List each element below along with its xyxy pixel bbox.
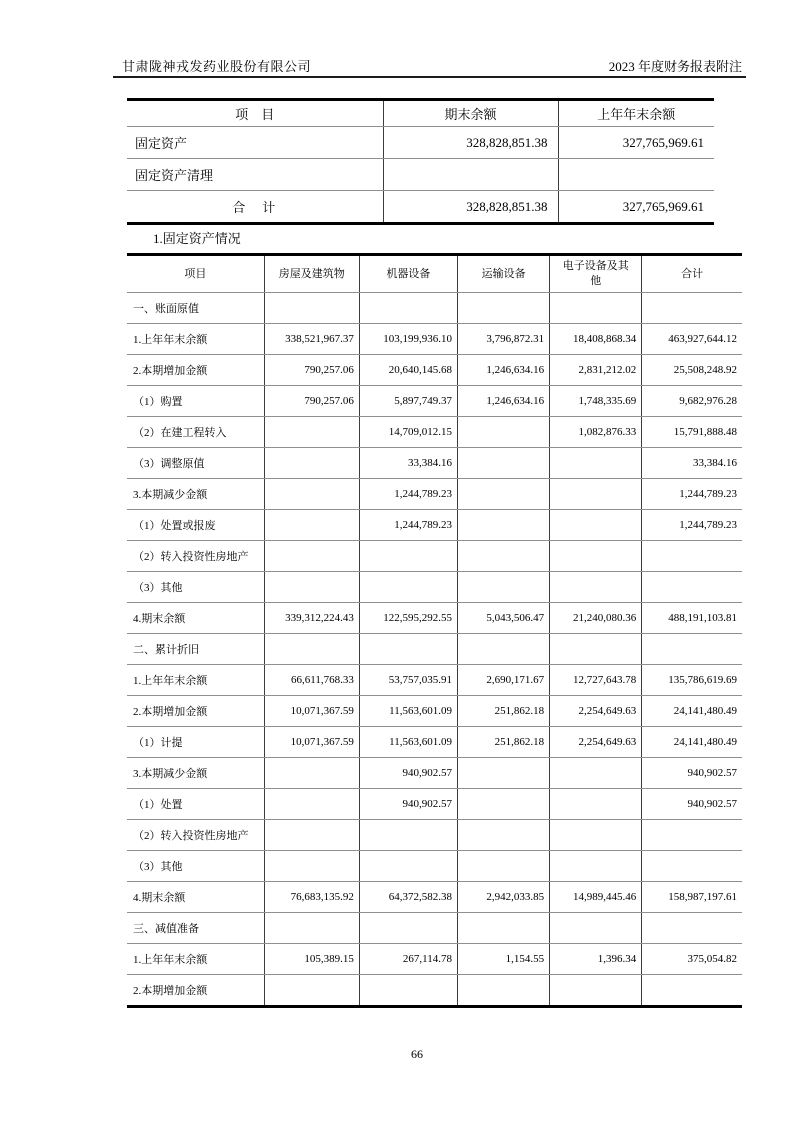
cell-value (458, 789, 550, 820)
cell-value (642, 913, 742, 944)
cell-value: 2,254,649.63 (550, 696, 642, 727)
cell-value (359, 541, 457, 572)
cell-value: 463,927,644.12 (642, 324, 742, 355)
cell-value (383, 159, 558, 191)
cell-value (642, 541, 742, 572)
cell-value: 488,191,103.81 (642, 603, 742, 634)
cell-value (458, 510, 550, 541)
cell-value: 20,640,145.68 (359, 355, 457, 386)
table-row (127, 159, 714, 191)
cell-value (458, 448, 550, 479)
cell-value: 10,071,367.59 (264, 696, 359, 727)
cell-value (642, 572, 742, 603)
cell-value: 790,257.06 (264, 355, 359, 386)
cell-value (550, 820, 642, 851)
table-row (127, 851, 742, 882)
cell-value: 12,727,643.78 (550, 665, 642, 696)
cell-value (550, 913, 642, 944)
detail-col-item: 项目 (127, 255, 264, 293)
row-label: （1）购置 (127, 386, 264, 417)
table-row (127, 944, 742, 975)
row-label: （1）处置或报废 (127, 510, 264, 541)
detail-header-row (127, 255, 742, 293)
cell-value: 135,786,619.69 (642, 665, 742, 696)
fixed-assets-detail-table (127, 253, 742, 1008)
table-row (127, 882, 742, 913)
cell-value (458, 975, 550, 1007)
cell-value (359, 913, 457, 944)
cell-value: 105,389.15 (264, 944, 359, 975)
cell-value: 33,384.16 (642, 448, 742, 479)
cell-value: 11,563,601.09 (359, 696, 457, 727)
cell-value: 375,054.82 (642, 944, 742, 975)
section-title: 1.固定资产情况 (153, 231, 241, 246)
cell-value: 940,902.57 (359, 789, 457, 820)
row-label: 1.上年年末余额 (127, 665, 264, 696)
cell-value (458, 541, 550, 572)
detail-col-total: 合计 (642, 255, 742, 293)
row-label: 4.期末余额 (127, 882, 264, 913)
company-name: 甘肃陇神戎发药业股份有限公司 (122, 59, 312, 74)
cell-value (264, 820, 359, 851)
row-label: 1.上年年末余额 (127, 944, 264, 975)
cell-value: 76,683,135.92 (264, 882, 359, 913)
cell-value: 66,611,768.33 (264, 665, 359, 696)
cell-value (359, 634, 457, 665)
cell-value (550, 541, 642, 572)
cell-value (550, 634, 642, 665)
cell-value: 2,942,033.85 (458, 882, 550, 913)
row-label: （2）转入投资性房地产 (127, 820, 264, 851)
cell-value (550, 572, 642, 603)
table-row (127, 355, 742, 386)
table-row (127, 191, 714, 224)
summary-col-ending-balance: 期末余额 (383, 100, 558, 127)
cell-value: 251,862.18 (458, 696, 550, 727)
table-row (127, 448, 742, 479)
row-label: 二、累计折旧 (127, 634, 264, 665)
row-label: （3）其他 (127, 572, 264, 603)
summary-header-row (127, 100, 714, 127)
cell-value: 327,765,969.61 (558, 191, 714, 224)
cell-value (550, 851, 642, 882)
page-number: 66 (411, 1047, 423, 1061)
cell-value (359, 975, 457, 1007)
cell-value: 53,757,035.91 (359, 665, 457, 696)
cell-value: 18,408,868.34 (550, 324, 642, 355)
cell-value (264, 913, 359, 944)
table-row (127, 603, 742, 634)
cell-value (550, 510, 642, 541)
row-label: 3.本期减少金额 (127, 758, 264, 789)
row-label: 1.上年年末余额 (127, 324, 264, 355)
cell-value: 1,244,789.23 (642, 510, 742, 541)
row-label: （1）处置 (127, 789, 264, 820)
cell-value (359, 293, 457, 324)
cell-value: 339,312,224.43 (264, 603, 359, 634)
row-label: 一、账面原值 (127, 293, 264, 324)
row-label: 2.本期增加金额 (133, 985, 208, 997)
cell-value (458, 634, 550, 665)
row-label: 三、减值准备 (127, 913, 264, 944)
cell-value (264, 541, 359, 572)
cell-value (264, 634, 359, 665)
cell-value (642, 634, 742, 665)
cell-value (550, 758, 642, 789)
summary-table (127, 98, 714, 225)
row-label: （3）其他 (127, 851, 264, 882)
table-row (127, 727, 742, 758)
row-label: 固定资产 (127, 127, 383, 159)
cell-value: 790,257.06 (264, 386, 359, 417)
cell-value: 1,082,876.33 (550, 417, 642, 448)
cell-value (550, 975, 642, 1007)
cell-value: 14,709,012.15 (359, 417, 457, 448)
row-label: （1）计提 (127, 727, 264, 758)
cell-value: 2,690,171.67 (458, 665, 550, 696)
cell-value (458, 479, 550, 510)
cell-value (359, 851, 457, 882)
cell-value: 10,071,367.59 (264, 727, 359, 758)
row-label: （2）在建工程转入 (127, 417, 264, 448)
cell-value (642, 293, 742, 324)
header-rule (113, 76, 746, 78)
cell-value (458, 758, 550, 789)
cell-value (642, 820, 742, 851)
cell-value (264, 851, 359, 882)
cell-value (642, 851, 742, 882)
table-row (127, 127, 714, 159)
detail-col-transport: 运输设备 (458, 255, 550, 293)
cell-value (642, 975, 742, 1007)
cell-value: 24,141,480.49 (642, 696, 742, 727)
cell-value: 940,902.57 (642, 789, 742, 820)
table-row (127, 913, 742, 944)
cell-value: 1,244,789.23 (359, 510, 457, 541)
detail-col-buildings: 房屋及建筑物 (264, 255, 359, 293)
cell-value: 5,897,749.37 (359, 386, 457, 417)
cell-value: 338,521,967.37 (264, 324, 359, 355)
cell-value: 9,682,976.28 (642, 386, 742, 417)
cell-value (458, 913, 550, 944)
cell-value (458, 417, 550, 448)
cell-value: 15,791,888.48 (642, 417, 742, 448)
cell-value: 5,043,506.47 (458, 603, 550, 634)
cell-value: 2,831,212.02 (550, 355, 642, 386)
cell-value (550, 293, 642, 324)
cell-value: 940,902.57 (359, 758, 457, 789)
row-label: 固定资产清理 (127, 159, 383, 191)
cell-value (458, 293, 550, 324)
table-row (127, 665, 742, 696)
cell-value (359, 572, 457, 603)
cell-value: 2,254,649.63 (550, 727, 642, 758)
row-label: 4.期末余额 (127, 603, 264, 634)
cell-value: 1,244,789.23 (359, 479, 457, 510)
cell-value (359, 820, 457, 851)
row-label: 合 计 (232, 200, 278, 215)
table-row (127, 510, 742, 541)
cell-value (550, 479, 642, 510)
cell-value (550, 448, 642, 479)
table-row (127, 293, 742, 324)
cell-value: 33,384.16 (359, 448, 457, 479)
cell-value (264, 479, 359, 510)
cell-value: 24,141,480.49 (642, 727, 742, 758)
cell-value: 328,828,851.38 (383, 127, 558, 159)
cell-value: 251,862.18 (458, 727, 550, 758)
table-row (127, 324, 742, 355)
table-row (127, 789, 742, 820)
cell-value: 25,508,248.92 (642, 355, 742, 386)
cell-value: 64,372,582.38 (359, 882, 457, 913)
cell-value: 1,396.34 (550, 944, 642, 975)
cell-value: 267,114.78 (359, 944, 457, 975)
cell-value: 21,240,080.36 (550, 603, 642, 634)
cell-value: 328,828,851.38 (383, 191, 558, 224)
cell-value: 103,199,936.10 (359, 324, 457, 355)
cell-value (264, 572, 359, 603)
cell-value (264, 293, 359, 324)
table-row (127, 975, 742, 1007)
cell-value (264, 758, 359, 789)
row-label: 3.本期减少金额 (127, 479, 264, 510)
table-row (127, 541, 742, 572)
cell-value: 1,246,634.16 (458, 355, 550, 386)
cell-value (458, 572, 550, 603)
cell-value: 1,244,789.23 (642, 479, 742, 510)
cell-value: 1,246,634.16 (458, 386, 550, 417)
detail-col-machinery: 机器设备 (359, 255, 457, 293)
table-row (127, 758, 742, 789)
cell-value: 1,154.55 (458, 944, 550, 975)
cell-value (264, 448, 359, 479)
table-row (127, 417, 742, 448)
table-row (127, 634, 742, 665)
cell-value (264, 510, 359, 541)
cell-value: 122,595,292.55 (359, 603, 457, 634)
cell-value: 1,748,335.69 (550, 386, 642, 417)
cell-value (264, 975, 359, 1007)
cell-value (558, 159, 714, 191)
table-row (127, 479, 742, 510)
cell-value (458, 820, 550, 851)
row-label: （3）调整原值 (127, 448, 264, 479)
table-row (127, 386, 742, 417)
table-row (127, 820, 742, 851)
report-title: 2023 年度财务报表附注 (608, 59, 742, 74)
cell-value (264, 417, 359, 448)
detail-col-electronics (550, 255, 642, 293)
cell-value: 158,987,197.61 (642, 882, 742, 913)
row-label: （2）转入投资性房地产 (127, 541, 264, 572)
cell-value: 11,563,601.09 (359, 727, 457, 758)
cell-value: 327,765,969.61 (558, 127, 714, 159)
detail-col-electronics-label: 电子设备及其他 (562, 260, 629, 287)
cell-value (550, 789, 642, 820)
cell-value (264, 789, 359, 820)
cell-value (458, 851, 550, 882)
cell-value: 3,796,872.31 (458, 324, 550, 355)
summary-col-item: 项 目 (127, 100, 383, 127)
summary-col-prior-balance: 上年年末余额 (558, 100, 714, 127)
table-row (127, 572, 742, 603)
table-row (127, 696, 742, 727)
cell-value: 14,989,445.46 (550, 882, 642, 913)
row-label: 2.本期增加金额 (127, 696, 264, 727)
row-label: 2.本期增加金额 (127, 355, 264, 386)
cell-value: 940,902.57 (642, 758, 742, 789)
